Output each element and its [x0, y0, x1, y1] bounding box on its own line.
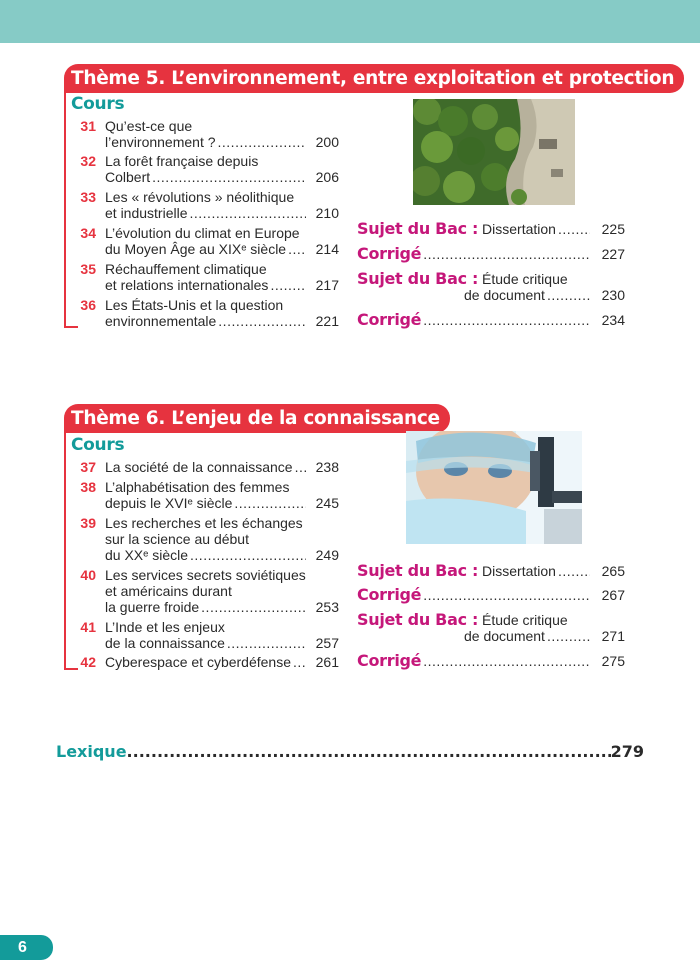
entry-page: 210 [315, 205, 339, 221]
entry-title-line2: environnementale [105, 313, 217, 329]
entry-page: 257 [315, 635, 339, 651]
theme-5-bracket-vertical [64, 90, 66, 328]
entry-number: 40 [80, 567, 96, 583]
entry-page: 200 [315, 134, 339, 150]
entry-title-line1: Qu’est-ce que [105, 118, 193, 134]
bac-label: Sujet du Bac : [357, 561, 479, 580]
entry-page: 238 [315, 459, 339, 475]
theme-6-bac-sujet-etude[interactable] [357, 612, 625, 644]
theme-6-title[interactable]: Thème 6. L’enjeu de la connaissance [64, 404, 450, 433]
entry-title-line1: Les services secrets soviétiques [105, 567, 306, 583]
entry-number: 35 [80, 261, 96, 277]
corrige-label: Corrigé [357, 585, 422, 604]
theme-5-cours-heading: Cours [71, 94, 125, 114]
forest-mining-photo [413, 99, 575, 205]
top-color-band [0, 0, 700, 43]
entry-title-line2: depuis le XVIᵉ siècle [105, 495, 233, 511]
entry-title-line3: la guerre froide [105, 599, 200, 615]
theme-5-bac-sujet-etude[interactable] [357, 271, 625, 303]
corrige-label: Corrigé [357, 651, 422, 670]
bac-text: Dissertation [482, 563, 556, 579]
entry-title-line2: et industrielle [105, 205, 188, 221]
theme-6-bac-corrige-1[interactable] [357, 587, 625, 603]
theme-6-bracket-vertical [64, 430, 66, 670]
entry-number: 42 [80, 654, 96, 670]
entry-number: 41 [80, 619, 96, 635]
entry-number: 39 [80, 515, 96, 531]
entry-title-line1: Les recherches et les échanges [105, 515, 303, 531]
bac-text: Dissertation [482, 221, 556, 237]
entry-page: 206 [315, 169, 339, 185]
entry-number: 37 [80, 459, 96, 475]
corrige-label: Corrigé [357, 244, 422, 263]
entry-title-line1: L’évolution du climat en Europe [105, 225, 300, 241]
entry-title-line2: l’environnement ? [105, 134, 216, 150]
bac-page: 265 [601, 563, 625, 579]
theme-5-bac-corrige-1[interactable] [357, 246, 625, 262]
bac-page: 227 [601, 246, 625, 262]
lexique-entry[interactable] [56, 742, 644, 761]
entry-title-line2: Colbert [105, 169, 151, 185]
bac-page: 230 [601, 287, 625, 303]
entry-number: 38 [80, 479, 96, 495]
theme-6-cours-heading: Cours [71, 435, 125, 455]
theme-5-bracket-foot [64, 326, 78, 328]
entry-title-line2: du Moyen Âge au XIXᵉ siècle [105, 241, 287, 257]
entry-page: 249 [315, 547, 339, 563]
bac-page: 267 [601, 587, 625, 603]
entry-number: 31 [80, 118, 96, 134]
bac-label: Sujet du Bac : [357, 269, 479, 288]
entry-title-line2: et américains durant [105, 583, 232, 599]
bac-label: Sujet du Bac : [357, 219, 479, 238]
lexique-page: 279 [610, 742, 644, 761]
bac-page: 225 [601, 221, 625, 237]
entry-title-line2: de la connaissance [105, 635, 225, 651]
entry-number: 36 [80, 297, 96, 313]
lexique-label: Lexique [56, 742, 127, 761]
entry-number: 32 [80, 153, 96, 169]
entry-title-line1: Cyberespace et cyberdéfense [105, 654, 291, 670]
entry-page: 217 [315, 277, 339, 293]
bac-label: Sujet du Bac : [357, 610, 479, 629]
bac-text: Étude critique [482, 271, 568, 287]
entry-page: 261 [315, 654, 339, 670]
entry-title-line1: La forêt française depuis [105, 153, 259, 169]
theme-5-bac-corrige-2[interactable] [357, 312, 625, 328]
entry-title-line1: La société de la connaissance [105, 459, 293, 475]
page-number: 6 [0, 935, 53, 960]
entry-page: 245 [315, 495, 339, 511]
entry-title-line1: L’Inde et les enjeux [105, 619, 225, 635]
corrige-label: Corrigé [357, 310, 422, 329]
bac-page: 234 [601, 312, 625, 328]
entry-title-line2: sur la science au début [105, 531, 249, 547]
theme-5-title[interactable]: Thème 5. L’environnement, entre exploitation et protection [64, 64, 684, 93]
bac-page: 271 [601, 628, 625, 644]
entry-page: 221 [315, 313, 339, 329]
entry-title-line1: L’alphabétisation des femmes [105, 479, 290, 495]
bac-page: 275 [601, 653, 625, 669]
bac-text-line2: de document [464, 628, 545, 644]
bac-text-line2: de document [464, 287, 545, 303]
entry-title-line2: et relations internationales [105, 277, 269, 293]
entry-page: 214 [315, 241, 339, 257]
entry-title-line1: Réchauffement climatique [105, 261, 267, 277]
entry-number: 34 [80, 225, 96, 241]
entry-number: 33 [80, 189, 96, 205]
theme-5-bac-sujet-dissertation[interactable] [357, 221, 625, 237]
entry-title-line1: Les « révolutions » néolithique [105, 189, 295, 205]
entry-page: 253 [315, 599, 339, 615]
scientist-microscope-photo [406, 431, 582, 544]
theme-6-bac-sujet-dissertation[interactable] [357, 563, 625, 579]
theme-6-bac-corrige-2[interactable] [357, 653, 625, 669]
entry-title-line3: du XXᵉ siècle [105, 547, 189, 563]
bac-text: Étude critique [482, 612, 568, 628]
entry-title-line1: Les États-Unis et la question [105, 297, 284, 313]
